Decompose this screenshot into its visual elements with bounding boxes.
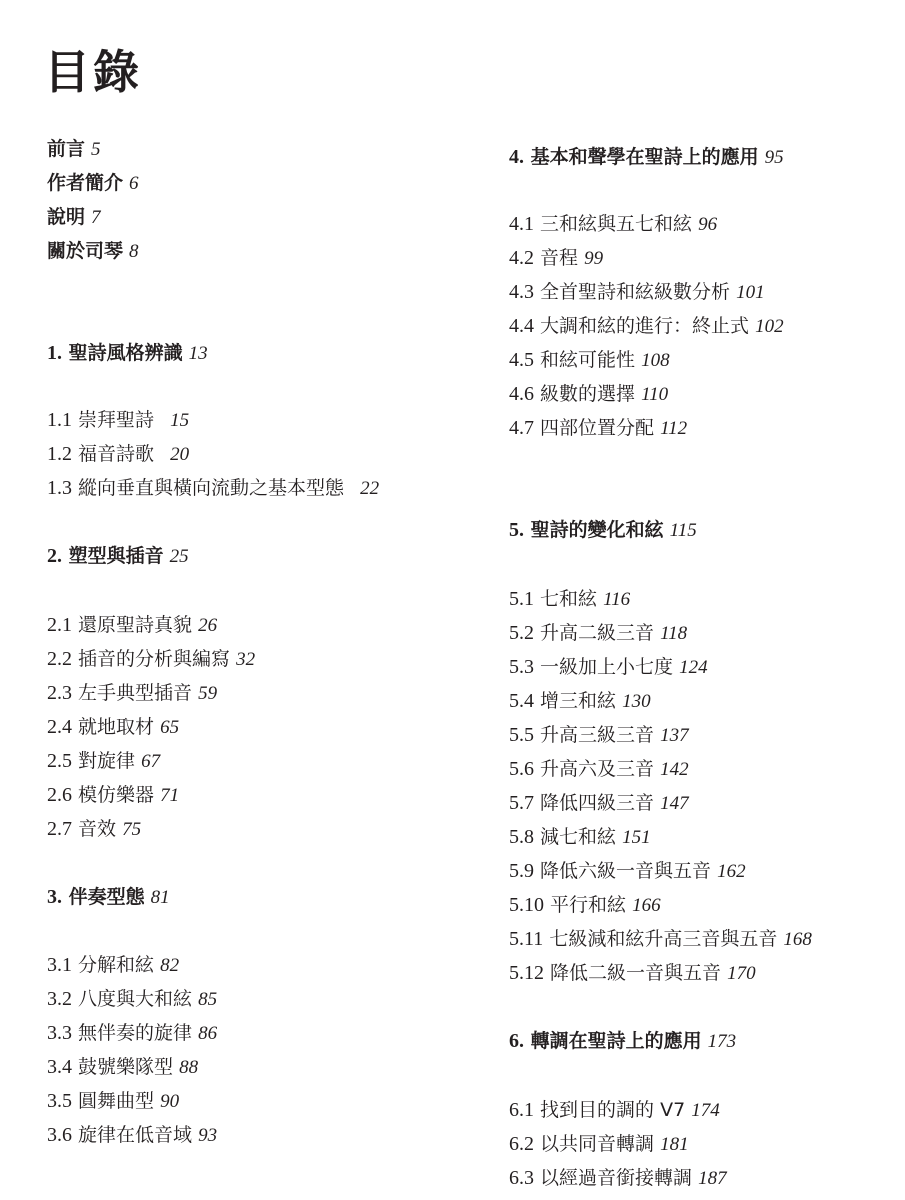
toc-entry: 關於司琴 8 — [47, 240, 139, 262]
toc-entry: 1.2 福音詩歌 20 — [47, 443, 190, 465]
toc-entry: 4.3 全首聖詩和絃級數分析 101 — [509, 281, 765, 303]
toc-entry: 6.1 找到目的調的 V7 174 — [509, 1099, 720, 1121]
toc-entry: 5.12 降低二級一音與五音 170 — [509, 962, 756, 984]
toc-entry: 2.5 對旋律 67 — [47, 750, 161, 772]
chapter-entries — [47, 403, 379, 505]
toc-entry: 2.2 插音的分析與編寫 32 — [47, 648, 256, 670]
toc-entry: 3.5 圓舞曲型 90 — [47, 1090, 180, 1112]
toc-entry: 1.1 崇拜聖詩 15 — [47, 409, 190, 431]
toc-entry: 5.10 平行和絃 166 — [509, 894, 661, 916]
chapter-heading: 3. 伴奏型態 81 — [47, 886, 170, 908]
toc-entry: 4.5 和絃可能性 108 — [509, 349, 670, 371]
chapter-heading: 5. 聖詩的變化和絃 115 — [509, 519, 697, 541]
toc-entry: 3.2 八度與大和絃 85 — [47, 988, 218, 1010]
chapter-heading: 6. 轉調在聖詩上的應用 173 — [509, 1030, 737, 1052]
toc-entry: 2.1 還原聖詩真貌 26 — [47, 614, 218, 636]
toc-entry: 3.4 鼓號樂隊型 88 — [47, 1056, 199, 1078]
toc-entry: 說明 7 — [47, 206, 101, 228]
chapter-entries — [509, 207, 784, 445]
toc-entry: 2.3 左手典型插音 59 — [47, 682, 218, 704]
chapter-entries — [47, 608, 255, 846]
page-title: 目錄 — [44, 45, 142, 99]
toc-entry: 4.2 音程 99 — [509, 247, 604, 269]
front-matter — [47, 132, 139, 268]
toc-entry: 2.4 就地取材 65 — [47, 716, 180, 738]
toc-entry: 2.6 模仿樂器 71 — [47, 784, 180, 806]
toc-entry: 3.1 分解和絃 82 — [47, 954, 180, 976]
toc-entry: 5.7 降低四級三音 147 — [509, 792, 689, 814]
chapter-heading: 4. 基本和聲學在聖詩上的應用 95 — [509, 146, 784, 168]
toc-entry: 1.3 縱向垂直與橫向流動之基本型態 22 — [47, 477, 380, 499]
toc-entry: 5.6 升高六及三音 142 — [509, 758, 689, 780]
toc-entry: 3.3 無伴奏的旋律 86 — [47, 1022, 218, 1044]
toc-entry: 4.4 大調和絃的進行：終止式 102 — [509, 315, 784, 337]
toc-entry: 5.5 升高三級三音 137 — [509, 724, 689, 746]
toc-entry: 4.7 四部位置分配 112 — [509, 417, 688, 439]
toc-entry: 作者簡介 6 — [47, 172, 139, 194]
chapter-entries — [47, 948, 217, 1152]
toc-entry: 4.6 級數的選擇 110 — [509, 383, 669, 405]
toc-entry: 5.3 一級加上小七度 124 — [509, 656, 708, 678]
chapter-heading: 1. 聖詩風格辨識 13 — [47, 342, 208, 364]
toc-entry: 5.9 降低六級一音與五音 162 — [509, 860, 746, 882]
toc-entry: 6.2 以共同音轉調 181 — [509, 1133, 689, 1155]
toc-entry: 4.1 三和絃與五七和絃 96 — [509, 213, 718, 235]
toc-entry: 5.11 七級減和絃升高三音與五音 168 — [509, 928, 812, 950]
toc-entry: 3.6 旋律在低音域 93 — [47, 1124, 218, 1146]
chapter-entries — [509, 1093, 727, 1195]
toc-entry: 前言 5 — [47, 138, 101, 160]
toc-entry: 6.3 以經過音銜接轉調 187 — [509, 1167, 727, 1189]
toc-entry: 5.8 減七和絃 151 — [509, 826, 651, 848]
toc-entry: 5.1 七和絃 116 — [509, 588, 631, 610]
toc-entry: 5.2 升高二級三音 118 — [509, 622, 688, 644]
toc-entry: 5.4 增三和絃 130 — [509, 690, 651, 712]
chapter-entries — [509, 582, 812, 990]
toc-entry: 2.7 音效 75 — [47, 818, 142, 840]
chapter-heading: 2. 塑型與插音 25 — [47, 545, 189, 567]
